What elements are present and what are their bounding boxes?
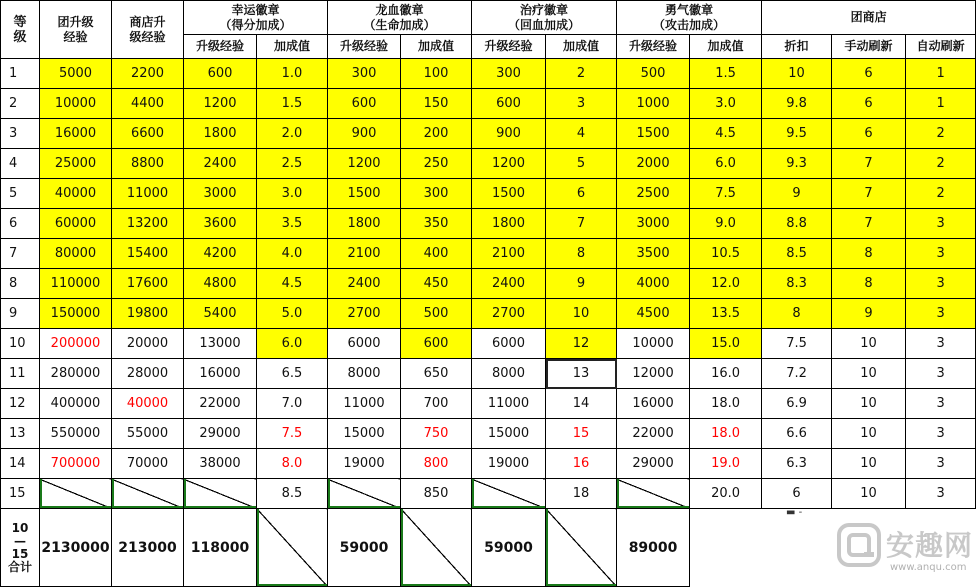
cell-brave-bonus[interactable]: 15.0 (690, 329, 762, 359)
cell-lucky-exp[interactable]: 22000 (184, 389, 257, 419)
cell-discount[interactable]: 9.3 (762, 149, 832, 179)
cell-group-exp[interactable]: 110000 (40, 269, 112, 299)
cell-brave-bonus[interactable]: 7.5 (690, 179, 762, 209)
cell-brave-bonus[interactable]: 10.5 (690, 239, 762, 269)
cell-heal-bonus[interactable]: 16 (546, 449, 617, 479)
cell-dragon-exp[interactable]: 300 (328, 59, 401, 89)
cell-dragon-exp[interactable]: 2100 (328, 239, 401, 269)
cell-dragon-exp[interactable]: 1200 (328, 149, 401, 179)
cell-manual-refresh[interactable]: 10 (832, 329, 906, 359)
cell-brave-bonus[interactable]: 1.5 (690, 59, 762, 89)
cell-lucky-bonus[interactable]: 8.0 (257, 449, 328, 479)
cell-discount[interactable]: 9.5 (762, 119, 832, 149)
cell-level[interactable]: 2 (1, 89, 40, 119)
cell-dragon-bonus[interactable]: 150 (401, 89, 472, 119)
cell-dragon-bonus[interactable]: 800 (401, 449, 472, 479)
cell-level[interactable]: 11 (1, 359, 40, 389)
cell-manual-refresh[interactable]: 10 (832, 389, 906, 419)
cell-shop-exp[interactable]: 2200 (112, 59, 184, 89)
cell-level[interactable]: 3 (1, 119, 40, 149)
cell-dragon-bonus[interactable]: 200 (401, 119, 472, 149)
cell-auto-refresh[interactable]: 3 (906, 299, 976, 329)
total-lucky-bonus[interactable] (257, 509, 328, 587)
cell-lucky-exp[interactable]: 1200 (184, 89, 257, 119)
cell-heal-exp[interactable] (472, 479, 546, 509)
cell-group-exp[interactable]: 40000 (40, 179, 112, 209)
cell-discount[interactable]: 10 (762, 59, 832, 89)
cell-dragon-bonus[interactable]: 100 (401, 59, 472, 89)
cell-brave-bonus[interactable]: 19.0 (690, 449, 762, 479)
stray-mark: ▬ - (786, 507, 803, 518)
total-brave-exp[interactable]: 89000 (617, 509, 690, 587)
cell-discount[interactable]: 8.5 (762, 239, 832, 269)
total-label[interactable]: 10 — 15 合计 (1, 509, 40, 587)
cell-dragon-exp[interactable]: 8000 (328, 359, 401, 389)
cell-level[interactable]: 4 (1, 149, 40, 179)
cell-discount[interactable]: 8.3 (762, 269, 832, 299)
cell-heal-bonus[interactable]: 10 (546, 299, 617, 329)
cell-discount[interactable]: 6.9 (762, 389, 832, 419)
table-row (1, 119, 976, 149)
cell-discount[interactable]: 6.3 (762, 449, 832, 479)
cell-lucky-exp[interactable]: 3000 (184, 179, 257, 209)
cell-group-exp[interactable]: 25000 (40, 149, 112, 179)
cell-level[interactable]: 7 (1, 239, 40, 269)
cell-heal-bonus[interactable]: 9 (546, 269, 617, 299)
header-group-exp[interactable]: 团升级 经验 (40, 1, 112, 59)
cell-heal-exp[interactable]: 900 (472, 119, 546, 149)
cell-brave-bonus[interactable]: 18.0 (690, 419, 762, 449)
total-shop-exp[interactable]: 213000 (112, 509, 184, 587)
cell-heal-bonus[interactable]: 4 (546, 119, 617, 149)
table-row (1, 299, 976, 329)
cell-brave-exp[interactable]: 16000 (617, 389, 690, 419)
total-lucky-exp[interactable]: 118000 (184, 509, 257, 587)
cell-lucky-bonus[interactable]: 2.5 (257, 149, 328, 179)
cell-lucky-bonus[interactable]: 2.0 (257, 119, 328, 149)
header-level[interactable]: 等 级 (1, 1, 40, 59)
cell-brave-exp[interactable]: 3000 (617, 209, 690, 239)
cell-heal-bonus[interactable]: 6 (546, 179, 617, 209)
cell-dragon-exp[interactable]: 600 (328, 89, 401, 119)
cell-brave-bonus[interactable]: 3.0 (690, 89, 762, 119)
cell-heal-bonus[interactable]: 13 (546, 359, 617, 389)
subheader-discount[interactable]: 折扣 (762, 35, 832, 59)
cell-auto-refresh[interactable]: 3 (906, 419, 976, 449)
cell-lucky-exp[interactable]: 16000 (184, 359, 257, 389)
cell-brave-exp[interactable]: 1500 (617, 119, 690, 149)
cell-heal-exp[interactable]: 1500 (472, 179, 546, 209)
cell-group-exp[interactable]: 16000 (40, 119, 112, 149)
cell-heal-exp[interactable]: 2400 (472, 269, 546, 299)
cell-heal-bonus[interactable]: 5 (546, 149, 617, 179)
cell-heal-exp[interactable]: 19000 (472, 449, 546, 479)
watermark-url: www.anqu.com (890, 562, 967, 573)
cell-group-exp[interactable]: 5000 (40, 59, 112, 89)
cell-discount[interactable]: 7.5 (762, 329, 832, 359)
table-row (1, 449, 976, 479)
cell-lucky-exp[interactable]: 1800 (184, 119, 257, 149)
table-row (1, 269, 976, 299)
table-row (1, 149, 976, 179)
cell-brave-exp[interactable]: 500 (617, 59, 690, 89)
cell-shop-exp[interactable]: 8800 (112, 149, 184, 179)
subheader-dragon-bonus[interactable]: 加成值 (401, 35, 472, 59)
cell-heal-exp[interactable]: 15000 (472, 419, 546, 449)
cell-brave-bonus[interactable]: 20.0 (690, 479, 762, 509)
cell-auto-refresh[interactable]: 3 (906, 239, 976, 269)
cell-level[interactable]: 8 (1, 269, 40, 299)
cell-lucky-bonus[interactable]: 1.5 (257, 89, 328, 119)
cell-auto-refresh[interactable]: 3 (906, 329, 976, 359)
cell-lucky-bonus[interactable]: 3.0 (257, 179, 328, 209)
cell-manual-refresh[interactable]: 6 (832, 59, 906, 89)
subheader-manual-refresh[interactable]: 手动刷新 (832, 35, 906, 59)
cell-group-exp[interactable]: 60000 (40, 209, 112, 239)
cell-auto-refresh[interactable]: 3 (906, 359, 976, 389)
cell-brave-exp[interactable]: 2000 (617, 149, 690, 179)
cell-dragon-exp[interactable]: 1800 (328, 209, 401, 239)
header-heal-badge[interactable]: 治疗徽章 （回血加成） (472, 1, 617, 35)
cell-level[interactable]: 10 (1, 329, 40, 359)
cell-heal-exp[interactable]: 2700 (472, 299, 546, 329)
cell-shop-exp[interactable] (112, 479, 184, 509)
cell-manual-refresh[interactable]: 7 (832, 149, 906, 179)
cell-dragon-bonus[interactable]: 450 (401, 269, 472, 299)
cell-manual-refresh[interactable]: 10 (832, 449, 906, 479)
cell-shop-exp[interactable]: 20000 (112, 329, 184, 359)
cell-heal-exp[interactable]: 11000 (472, 389, 546, 419)
cell-brave-bonus[interactable]: 16.0 (690, 359, 762, 389)
cell-manual-refresh[interactable]: 6 (832, 89, 906, 119)
cell-discount[interactable]: 6.6 (762, 419, 832, 449)
cell-discount[interactable]: 9 (762, 179, 832, 209)
cell-lucky-exp[interactable]: 4800 (184, 269, 257, 299)
cell-shop-exp[interactable]: 40000 (112, 389, 184, 419)
cell-group-exp[interactable]: 400000 (40, 389, 112, 419)
cell-group-exp[interactable]: 700000 (40, 449, 112, 479)
subheader-lucky-exp[interactable]: 升级经验 (184, 35, 257, 59)
cell-manual-refresh[interactable]: 8 (832, 239, 906, 269)
subheader-brave-bonus[interactable]: 加成值 (690, 35, 762, 59)
header-brave-badge[interactable]: 勇气徽章 （攻击加成） (617, 1, 762, 35)
cell-brave-exp[interactable]: 2500 (617, 179, 690, 209)
cell-dragon-exp[interactable]: 900 (328, 119, 401, 149)
cell-auto-refresh[interactable]: 2 (906, 149, 976, 179)
cell-dragon-bonus[interactable]: 850 (401, 479, 472, 509)
total-heal-exp[interactable]: 59000 (472, 509, 546, 587)
cell-shop-exp[interactable]: 15400 (112, 239, 184, 269)
cell-heal-exp[interactable]: 300 (472, 59, 546, 89)
cell-lucky-bonus[interactable]: 8.5 (257, 479, 328, 509)
cell-heal-bonus[interactable]: 14 (546, 389, 617, 419)
cell-brave-bonus[interactable]: 4.5 (690, 119, 762, 149)
header-group-shop[interactable]: 团商店 (762, 1, 976, 35)
cell-group-exp[interactable]: 280000 (40, 359, 112, 389)
cell-lucky-exp[interactable]: 13000 (184, 329, 257, 359)
cell-dragon-exp[interactable]: 6000 (328, 329, 401, 359)
cell-dragon-bonus[interactable]: 750 (401, 419, 472, 449)
table-row (1, 389, 976, 419)
cell-heal-exp[interactable]: 6000 (472, 329, 546, 359)
cell-group-exp[interactable]: 550000 (40, 419, 112, 449)
table-row (1, 239, 976, 269)
cell-brave-exp[interactable]: 10000 (617, 329, 690, 359)
cell-discount[interactable]: 6 (762, 479, 832, 509)
cell-shop-exp[interactable]: 19800 (112, 299, 184, 329)
cell-level[interactable]: 15 (1, 479, 40, 509)
subheader-lucky-bonus[interactable]: 加成值 (257, 35, 328, 59)
cell-dragon-exp[interactable] (328, 479, 401, 509)
table-row (1, 329, 976, 359)
cell-auto-refresh[interactable]: 3 (906, 449, 976, 479)
cell-lucky-exp[interactable]: 600 (184, 59, 257, 89)
cell-dragon-bonus[interactable]: 700 (401, 389, 472, 419)
cell-group-exp[interactable]: 150000 (40, 299, 112, 329)
cell-dragon-bonus[interactable]: 600 (401, 329, 472, 359)
table-row (1, 179, 976, 209)
cell-level[interactable]: 1 (1, 59, 40, 89)
cell-brave-exp[interactable]: 29000 (617, 449, 690, 479)
watermark-logo-icon (836, 522, 882, 568)
cell-heal-bonus[interactable]: 8 (546, 239, 617, 269)
cell-auto-refresh[interactable]: 3 (906, 209, 976, 239)
cell-heal-exp[interactable]: 600 (472, 89, 546, 119)
table-row (1, 59, 976, 89)
cell-heal-bonus[interactable]: 2 (546, 59, 617, 89)
cell-shop-exp[interactable]: 70000 (112, 449, 184, 479)
cell-shop-exp[interactable]: 6600 (112, 119, 184, 149)
cell-discount[interactable]: 8 (762, 299, 832, 329)
cell-manual-refresh[interactable]: 7 (832, 209, 906, 239)
cell-brave-exp[interactable] (617, 479, 690, 509)
cell-level[interactable]: 6 (1, 209, 40, 239)
subheader-auto-refresh[interactable]: 自动刷新 (906, 35, 976, 59)
cell-manual-refresh[interactable]: 6 (832, 119, 906, 149)
cell-shop-exp[interactable]: 11000 (112, 179, 184, 209)
cell-manual-refresh[interactable]: 8 (832, 269, 906, 299)
cell-lucky-exp[interactable]: 38000 (184, 449, 257, 479)
subheader-heal-exp[interactable]: 升级经验 (472, 35, 546, 59)
cell-auto-refresh[interactable]: 2 (906, 179, 976, 209)
cell-heal-exp[interactable]: 1800 (472, 209, 546, 239)
table-row (1, 419, 976, 449)
cell-auto-refresh[interactable]: 3 (906, 389, 976, 419)
cell-level[interactable]: 9 (1, 299, 40, 329)
cell-heal-exp[interactable]: 1200 (472, 149, 546, 179)
cell-dragon-bonus[interactable]: 250 (401, 149, 472, 179)
cell-brave-exp[interactable]: 22000 (617, 419, 690, 449)
cell-shop-exp[interactable]: 28000 (112, 359, 184, 389)
cell-lucky-bonus[interactable]: 5.0 (257, 299, 328, 329)
cell-level[interactable]: 5 (1, 179, 40, 209)
subheader-dragon-exp[interactable]: 升级经验 (328, 35, 401, 59)
cell-dragon-exp[interactable]: 11000 (328, 389, 401, 419)
cell-lucky-exp[interactable] (184, 479, 257, 509)
total-dragon-exp[interactable]: 59000 (328, 509, 401, 587)
cell-dragon-bonus[interactable]: 350 (401, 209, 472, 239)
cell-heal-bonus[interactable]: 12 (546, 329, 617, 359)
cell-heal-bonus[interactable]: 15 (546, 419, 617, 449)
cell-auto-refresh[interactable]: 3 (906, 479, 976, 509)
cell-dragon-exp[interactable]: 2700 (328, 299, 401, 329)
header-shop-exp[interactable]: 商店升 级经验 (112, 1, 184, 59)
cell-manual-refresh[interactable]: 10 (832, 359, 906, 389)
site-watermark (836, 514, 974, 580)
cell-heal-exp[interactable]: 8000 (472, 359, 546, 389)
cell-lucky-bonus[interactable]: 3.5 (257, 209, 328, 239)
cell-auto-refresh[interactable]: 2 (906, 119, 976, 149)
cell-discount[interactable]: 8.8 (762, 209, 832, 239)
cell-brave-bonus[interactable]: 6.0 (690, 149, 762, 179)
cell-auto-refresh[interactable]: 3 (906, 269, 976, 299)
cell-manual-refresh[interactable]: 9 (832, 299, 906, 329)
cell-lucky-bonus[interactable]: 6.0 (257, 329, 328, 359)
cell-lucky-bonus[interactable]: 6.5 (257, 359, 328, 389)
cell-heal-bonus[interactable]: 18 (546, 479, 617, 509)
table-row (1, 479, 976, 509)
cell-lucky-exp[interactable]: 2400 (184, 149, 257, 179)
cell-brave-bonus[interactable]: 13.5 (690, 299, 762, 329)
cell-dragon-bonus[interactable]: 650 (401, 359, 472, 389)
cell-group-exp[interactable]: 80000 (40, 239, 112, 269)
cell-shop-exp[interactable]: 55000 (112, 419, 184, 449)
cell-manual-refresh[interactable]: 10 (832, 479, 906, 509)
cell-manual-refresh[interactable]: 10 (832, 419, 906, 449)
cell-dragon-exp[interactable]: 19000 (328, 449, 401, 479)
cell-auto-refresh[interactable]: 1 (906, 59, 976, 89)
cell-dragon-exp[interactable]: 2400 (328, 269, 401, 299)
cell-lucky-exp[interactable]: 5400 (184, 299, 257, 329)
cell-lucky-exp[interactable]: 4200 (184, 239, 257, 269)
total-group-exp[interactable]: 2130000 (40, 509, 112, 587)
cell-group-exp[interactable]: 10000 (40, 89, 112, 119)
cell-discount[interactable]: 7.2 (762, 359, 832, 389)
cell-group-exp[interactable]: 200000 (40, 329, 112, 359)
cell-heal-exp[interactable]: 2100 (472, 239, 546, 269)
cell-shop-exp[interactable]: 17600 (112, 269, 184, 299)
total-dragon-bonus[interactable] (401, 509, 472, 587)
cell-level[interactable]: 14 (1, 449, 40, 479)
cell-brave-bonus[interactable]: 12.0 (690, 269, 762, 299)
cell-level[interactable]: 12 (1, 389, 40, 419)
cell-brave-exp[interactable]: 4500 (617, 299, 690, 329)
subheader-heal-bonus[interactable]: 加成值 (546, 35, 617, 59)
cell-group-exp[interactable] (40, 479, 112, 509)
cell-lucky-bonus[interactable]: 1.0 (257, 59, 328, 89)
header-dragon-badge[interactable]: 龙血徽章 （生命加成） (328, 1, 472, 35)
cell-brave-bonus[interactable]: 9.0 (690, 209, 762, 239)
cell-lucky-bonus[interactable]: 7.5 (257, 419, 328, 449)
cell-dragon-bonus[interactable]: 400 (401, 239, 472, 269)
cell-dragon-exp[interactable]: 1500 (328, 179, 401, 209)
total-row (1, 509, 976, 587)
cell-dragon-exp[interactable]: 15000 (328, 419, 401, 449)
cell-level[interactable]: 13 (1, 419, 40, 449)
cell-heal-bonus[interactable]: 3 (546, 89, 617, 119)
cell-brave-exp[interactable]: 4000 (617, 269, 690, 299)
cell-brave-exp[interactable]: 1000 (617, 89, 690, 119)
cell-manual-refresh[interactable]: 7 (832, 179, 906, 209)
cell-lucky-bonus[interactable]: 4.5 (257, 269, 328, 299)
cell-lucky-bonus[interactable]: 4.0 (257, 239, 328, 269)
watermark-name: 安趣网 (886, 529, 974, 562)
subheader-brave-exp[interactable]: 升级经验 (617, 35, 690, 59)
cell-lucky-exp[interactable]: 3600 (184, 209, 257, 239)
cell-lucky-bonus[interactable]: 7.0 (257, 389, 328, 419)
table-row (1, 89, 976, 119)
cell-brave-exp[interactable]: 3500 (617, 239, 690, 269)
header-lucky-badge[interactable]: 幸运徽章 （得分加成） (184, 1, 328, 35)
cell-dragon-bonus[interactable]: 300 (401, 179, 472, 209)
cell-auto-refresh[interactable]: 1 (906, 89, 976, 119)
total-heal-bonus[interactable] (546, 509, 617, 587)
cell-brave-bonus[interactable]: 18.0 (690, 389, 762, 419)
table-row (1, 359, 976, 389)
cell-lucky-exp[interactable]: 29000 (184, 419, 257, 449)
cell-dragon-bonus[interactable]: 500 (401, 299, 472, 329)
cell-shop-exp[interactable]: 13200 (112, 209, 184, 239)
table-row (1, 209, 976, 239)
cell-shop-exp[interactable]: 4400 (112, 89, 184, 119)
cell-heal-bonus[interactable]: 7 (546, 209, 617, 239)
cell-brave-exp[interactable]: 12000 (617, 359, 690, 389)
cell-discount[interactable]: 9.8 (762, 89, 832, 119)
